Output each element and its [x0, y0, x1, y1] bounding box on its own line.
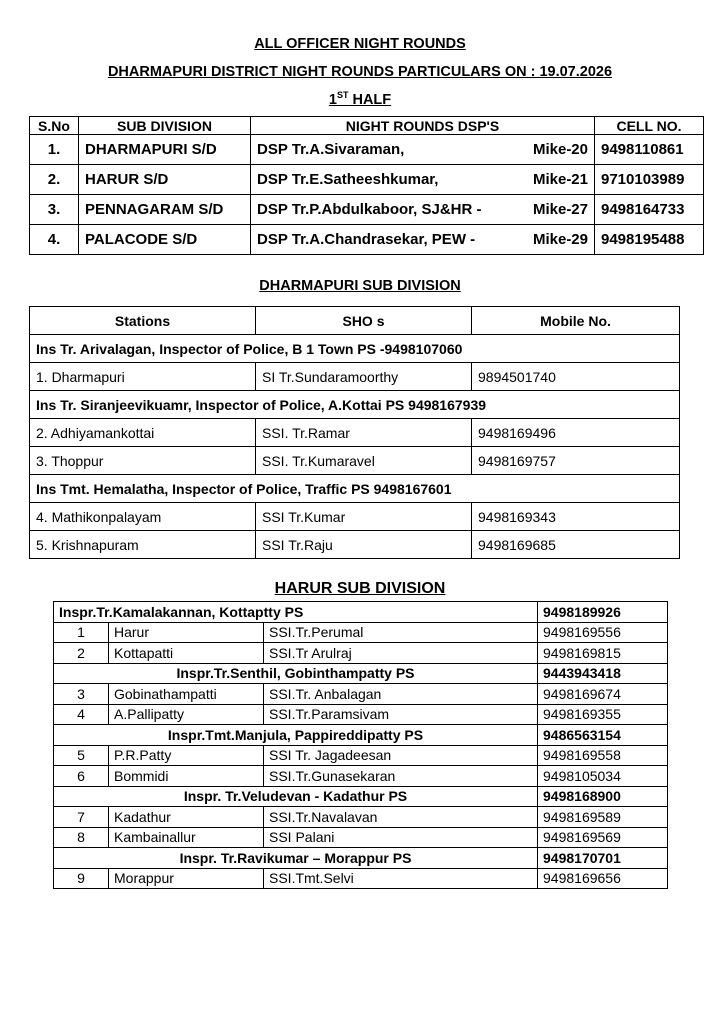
sho-cell: SSI.Tr.Perumal: [264, 622, 538, 643]
table-row: [30, 419, 680, 447]
row-sno: 4.: [30, 225, 79, 255]
inspector-row: [30, 475, 680, 503]
station-cell: 2. Adhiyamankottai: [30, 419, 256, 447]
header-cell-no: CELL NO.: [595, 117, 704, 135]
table-header-row: [30, 307, 680, 335]
table-row: [54, 704, 668, 725]
mobile-cell: 9498169685: [472, 531, 680, 559]
inspector-name: Inspr.Tr.Kamalakannan, Kottaptty PS: [54, 602, 538, 623]
station-cell: Kambainallur: [109, 827, 264, 848]
header-sub-division: SUB DIVISION: [79, 117, 251, 135]
dsp-mike: Mike-27: [532, 201, 588, 218]
row-number: 9: [54, 868, 109, 889]
phone-cell: 9498169674: [538, 684, 668, 705]
dharmapuri-table: [29, 306, 680, 559]
row-dsp: [251, 165, 595, 195]
table-row: [54, 745, 668, 766]
table-row: [54, 684, 668, 705]
row-dsp: [251, 225, 595, 255]
station-cell: 1. Dharmapuri: [30, 363, 256, 391]
table-row: [30, 165, 704, 195]
row-number: 6: [54, 766, 109, 787]
row-number: 5: [54, 745, 109, 766]
sho-cell: SSI.Tr.Paramsivam: [264, 704, 538, 725]
station-cell: A.Pallipatty: [109, 704, 264, 725]
inspector-row: [54, 786, 668, 807]
half-label: HALF: [348, 91, 392, 108]
sho-cell: SSI Tr.Raju: [256, 531, 472, 559]
row-number: 1: [54, 622, 109, 643]
sho-cell: SSI.Tr.Navalavan: [264, 807, 538, 828]
station-cell: Harur: [109, 622, 264, 643]
table-row: [54, 807, 668, 828]
row-sub-division: PENNAGARAM S/D: [79, 195, 251, 225]
harur-table: [53, 601, 668, 889]
phone-cell: 9498169355: [538, 704, 668, 725]
table-row: [30, 363, 680, 391]
table-row: [30, 195, 704, 225]
station-cell: Gobinathampatti: [109, 684, 264, 705]
dsp-name: DSP Tr.P.Abdulkaboor, SJ&HR -: [257, 201, 482, 218]
inspector-phone: 9486563154: [538, 725, 668, 746]
row-sub-division: DHARMAPURI S/D: [79, 135, 251, 165]
table-row: [54, 868, 668, 889]
inspector-phone: 9443943418: [538, 663, 668, 684]
half-heading: [0, 90, 720, 108]
row-number: 3: [54, 684, 109, 705]
inspector-row: [54, 602, 668, 623]
table-row: [54, 766, 668, 787]
mobile-cell: 9894501740: [472, 363, 680, 391]
station-cell: 4. Mathikonpalayam: [30, 503, 256, 531]
inspector-name: Inspr. Tr.Ravikumar – Morappur PS: [54, 848, 538, 869]
row-sub-division: PALACODE S/D: [79, 225, 251, 255]
station-cell: Bommidi: [109, 766, 264, 787]
station-cell: 5. Krishnapuram: [30, 531, 256, 559]
mobile-cell: 9498169757: [472, 447, 680, 475]
station-cell: Morappur: [109, 868, 264, 889]
header-night-rounds-dsp: NIGHT ROUNDS DSP'S: [251, 117, 595, 135]
dsp-name: DSP Tr.A.Sivaraman,: [257, 141, 405, 158]
half-number: 1: [328, 91, 337, 108]
phone-cell: 9498169589: [538, 807, 668, 828]
row-cell: 9498164733: [595, 195, 704, 225]
header-sno: S.No: [30, 117, 79, 135]
table-row: [54, 622, 668, 643]
inspector-line: Ins Tr. Siranjeevikuamr, Inspector of Police, A.Kottai PS 9498167939: [30, 391, 680, 419]
sho-cell: SI Tr.Sundaramoorthy: [256, 363, 472, 391]
row-number: 7: [54, 807, 109, 828]
inspector-line: Ins Tr. Arivalagan, Inspector of Police, B 1 Town PS -9498107060: [30, 335, 680, 363]
sho-cell: SSI.Tr.Gunasekaran: [264, 766, 538, 787]
table-row: [54, 827, 668, 848]
sho-cell: SSI Palani: [264, 827, 538, 848]
inspector-row: [30, 391, 680, 419]
phone-cell: 9498169815: [538, 643, 668, 664]
table-row: [30, 531, 680, 559]
sho-cell: SSI.Tr Arulraj: [264, 643, 538, 664]
inspector-name: Inspr.Tmt.Manjula, Pappireddipatty PS: [54, 725, 538, 746]
row-number: 2: [54, 643, 109, 664]
table-row: [54, 643, 668, 664]
row-number: 8: [54, 827, 109, 848]
row-cell: 9498110861: [595, 135, 704, 165]
sho-cell: SSI. Tr.Ramar: [256, 419, 472, 447]
mobile-cell: 9498169343: [472, 503, 680, 531]
station-cell: P.R.Patty: [109, 745, 264, 766]
inspector-line: Ins Tmt. Hemalatha, Inspector of Police, Traffic PS 9498167601: [30, 475, 680, 503]
row-cell: 9710103989: [595, 165, 704, 195]
row-sub-division: HARUR S/D: [79, 165, 251, 195]
station-cell: Kottapatti: [109, 643, 264, 664]
dsp-mike: Mike-29: [532, 231, 588, 248]
inspector-phone: 9498170701: [538, 848, 668, 869]
table-row: [30, 503, 680, 531]
sho-cell: SSI Tr.Kumar: [256, 503, 472, 531]
row-sno: 1.: [30, 135, 79, 165]
row-sno: 3.: [30, 195, 79, 225]
station-cell: Kadathur: [109, 807, 264, 828]
table-row: [30, 225, 704, 255]
header-mobile: Mobile No.: [472, 307, 680, 335]
sho-cell: SSI.Tr. Anbalagan: [264, 684, 538, 705]
row-sno: 2.: [30, 165, 79, 195]
sho-cell: SSI. Tr.Kumaravel: [256, 447, 472, 475]
phone-cell: 9498169556: [538, 622, 668, 643]
dsp-night-rounds-table: [29, 116, 704, 255]
row-cell: 9498195488: [595, 225, 704, 255]
sho-cell: SSI.Tmt.Selvi: [264, 868, 538, 889]
phone-cell: 9498169558: [538, 745, 668, 766]
inspector-name: Inspr. Tr.Veludevan - Kadathur PS: [54, 786, 538, 807]
table-header-row: [30, 117, 704, 135]
table-row: [30, 447, 680, 475]
row-dsp: [251, 135, 595, 165]
inspector-phone: 9498168900: [538, 786, 668, 807]
header-stations: Stations: [30, 307, 256, 335]
inspector-row: [30, 335, 680, 363]
phone-cell: 9498169656: [538, 868, 668, 889]
dharmapuri-section-title: DHARMAPURI SUB DIVISION: [259, 278, 461, 294]
inspector-row: [54, 848, 668, 869]
dsp-mike: Mike-20: [532, 141, 588, 158]
half-superscript: ST: [336, 90, 349, 100]
dsp-mike: Mike-21: [532, 171, 588, 188]
dsp-name: DSP Tr.E.Satheeshkumar,: [257, 171, 439, 188]
sho-cell: SSI Tr. Jagadeesan: [264, 745, 538, 766]
table-row: [30, 135, 704, 165]
document-subtitle: DHARMAPURI DISTRICT NIGHT ROUNDS PARTICULARS ON : 19.07.2026: [107, 64, 613, 80]
header-sho: SHO s: [256, 307, 472, 335]
harur-section-title: HARUR SUB DIVISION: [274, 580, 446, 597]
inspector-name: Inspr.Tr.Senthil, Gobinthampatty PS: [54, 663, 538, 684]
inspector-row: [54, 663, 668, 684]
inspector-row: [54, 725, 668, 746]
mobile-cell: 9498169496: [472, 419, 680, 447]
inspector-phone: 9498189926: [538, 602, 668, 623]
dsp-name: DSP Tr.A.Chandrasekar, PEW -: [257, 231, 476, 248]
row-dsp: [251, 195, 595, 225]
row-number: 4: [54, 704, 109, 725]
station-cell: 3. Thoppur: [30, 447, 256, 475]
phone-cell: 9498105034: [538, 766, 668, 787]
phone-cell: 9498169569: [538, 827, 668, 848]
document-title: ALL OFFICER NIGHT ROUNDS: [254, 36, 466, 52]
